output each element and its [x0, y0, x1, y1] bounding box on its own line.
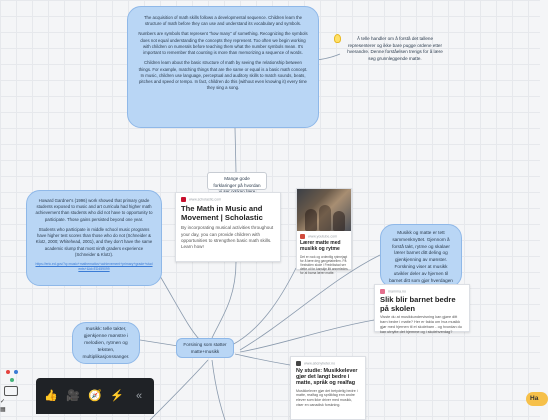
youtube-favicon-icon — [300, 234, 305, 239]
gardner-research-bubble[interactable] — [26, 190, 162, 286]
barnet-description: Visste du at musikkundervisning kan gjøre ditt barn bedre i matte? Her er fakta om hva musikk gjør med hjernen til et skolebarn - og hvordan du kan utnytte det hjemme og i skolehverdag? — [380, 315, 462, 335]
connector-top-to-forklaringer — [235, 128, 236, 172]
scholastic-link-card[interactable] — [175, 192, 281, 262]
gardner-paragraph-2: Students who participate in middle school music programs have higher test scores than those who do not (Schneider & Klotz, 2000; Whitehead, 2001), and they don't have the same academic slump that most ninth graders experience (Schneider & Klotz). — [35, 226, 153, 257]
barnet-link-card[interactable] — [374, 284, 470, 335]
idea-note-text: Å telle handler om å forstå det tallene representerer og ikke bare pugge ordene etter hverandre. Denne forståelsen trengs for å lære seg grunnleggende matte. — [347, 36, 443, 61]
video-title: Lærer matte med musikk og rytme — [300, 240, 341, 252]
studie-site: www.abcnyheter.no — [304, 361, 336, 366]
barnet-site: mamma.no — [388, 289, 406, 294]
top-bubble-paragraph-1: The acquisition of math skills follows a developmental sequence. Children learn the structure of math before they can use and understand its vocabulary and symbols. — [143, 15, 303, 27]
scholastic-title: The Math in Music and Movement | Scholastic — [181, 204, 263, 222]
connector-forsening-down-2 — [212, 360, 225, 420]
idea-note[interactable] — [330, 30, 452, 80]
lightning-icon[interactable]: ⚡ — [110, 390, 124, 402]
connector-musikk-to-forsening — [140, 340, 178, 346]
barnet-title: Slik blir barnet bedre på skolen — [380, 295, 456, 313]
ha-badge[interactable]: Ha — [526, 392, 548, 406]
bottom-toolbar — [36, 378, 154, 414]
gardner-paragraph-1: Howard Gardner's (1996) work showed that primary grade students exposed to music and art curricula had higher math achievement than students who did not have to opportunity to participate. Those gains persisted beyond one year. — [35, 198, 153, 222]
window-icon[interactable] — [4, 386, 18, 396]
scholastic-description: By incorporating musical activities throughout your day, you can provide children with opportunities to strengthen basic math skills. Learn how! — [181, 225, 274, 249]
blue-dot-icon — [14, 370, 18, 374]
abc-favicon-icon — [296, 361, 301, 366]
scholastic-site: www.scholastic.com — [189, 197, 222, 202]
video-description: Det er rock og ordentlig rytmejagt for å lære deg gangetabellen. På Vestsiden skole i Fredrikstad ser dette ut for kanskje litt annerledes for at barna lærer matte. — [300, 254, 348, 276]
studie-link-card[interactable] — [290, 356, 366, 420]
connector-forsening-down — [150, 360, 208, 420]
red-dot-icon — [6, 370, 10, 374]
top-bubble-paragraph-3: Children learn about the basic structure of math by seeing the relationship between things. For example, matching things that are the same or equal is a basic math concept. In music, children use language, perceptual and auditory skills to match sounds, beats, pitches and speed or tempo. In fact, children do this (without even knowing it) every time they sing a song. — [138, 60, 308, 91]
top-info-bubble[interactable] — [127, 6, 319, 128]
studie-title: Ny studie: Musikkelever gjør det langt bedre i matte, språk og realfag — [296, 368, 358, 387]
studie-description: Musikkelever gjør det betydelig bedre i matte, realfag og språkfag enn andre elever som ikke driver med musikk, viser en canadisk forskning. — [296, 388, 358, 407]
forsening-bubble[interactable]: Forsining som støtter matte+musikk — [176, 338, 234, 358]
left-mini-rail — [0, 360, 24, 420]
connector-video-to-forsening — [232, 268, 296, 345]
video-link-card[interactable] — [296, 188, 352, 276]
connector-gardner-to-forsening — [160, 276, 200, 340]
image-icon[interactable]: ▦ — [0, 407, 6, 413]
compass-icon[interactable]: 🧭 — [88, 390, 102, 402]
musikk-telle-bubble[interactable]: musikk: telle takter, gjenkjenne mønstre i melodien, rytmen og teksten, multiplikasjonssanger. — [72, 322, 140, 364]
connector-scholastic-to-forsening — [212, 262, 236, 338]
connector-studie-to-forsening — [235, 354, 290, 365]
collapse-icon[interactable]: « — [135, 390, 143, 402]
video-thumbnail[interactable] — [297, 189, 351, 231]
video-camera-icon[interactable]: 🎥 — [66, 390, 80, 402]
musikk-matte-bubble[interactable]: Musikk og matte er tett sammenknyttet. Gjennom å forstå takt, rytme og skalaer lærer barnet ditt deling og gjenkjenning av mønster. Forskning viser at musikk utvikler deler av hjernen til barnet ditt som gjør hverdagen — [380, 224, 462, 288]
mamma-favicon-icon — [380, 289, 385, 294]
connector-barnet-to-forsening — [240, 320, 374, 352]
gardner-source-link[interactable]: https://eric.ed.gov/?q=music+mathematics+achievement+primary+grade+students+&id=ED459099 — [35, 261, 153, 271]
thumbs-up-icon[interactable]: 👍 — [44, 390, 58, 402]
top-bubble-paragraph-2: Numbers are symbols that represent "how many" of something. Recognizing the symbols does not equal understanding the concepts they represent. Too often we begin working with children on numerals before teaching them what the number symbols mean. It's important to remember that counting is more than memorizing a sequence of words. — [138, 31, 308, 56]
check-icon[interactable]: ✓ — [0, 399, 6, 405]
green-dot-icon — [10, 378, 14, 382]
scholastic-favicon-icon — [181, 197, 186, 202]
video-site: www.youtube.com — [308, 234, 338, 239]
forklaringer-label[interactable]: Mange gode forklaringer på hvordan — [207, 172, 267, 190]
